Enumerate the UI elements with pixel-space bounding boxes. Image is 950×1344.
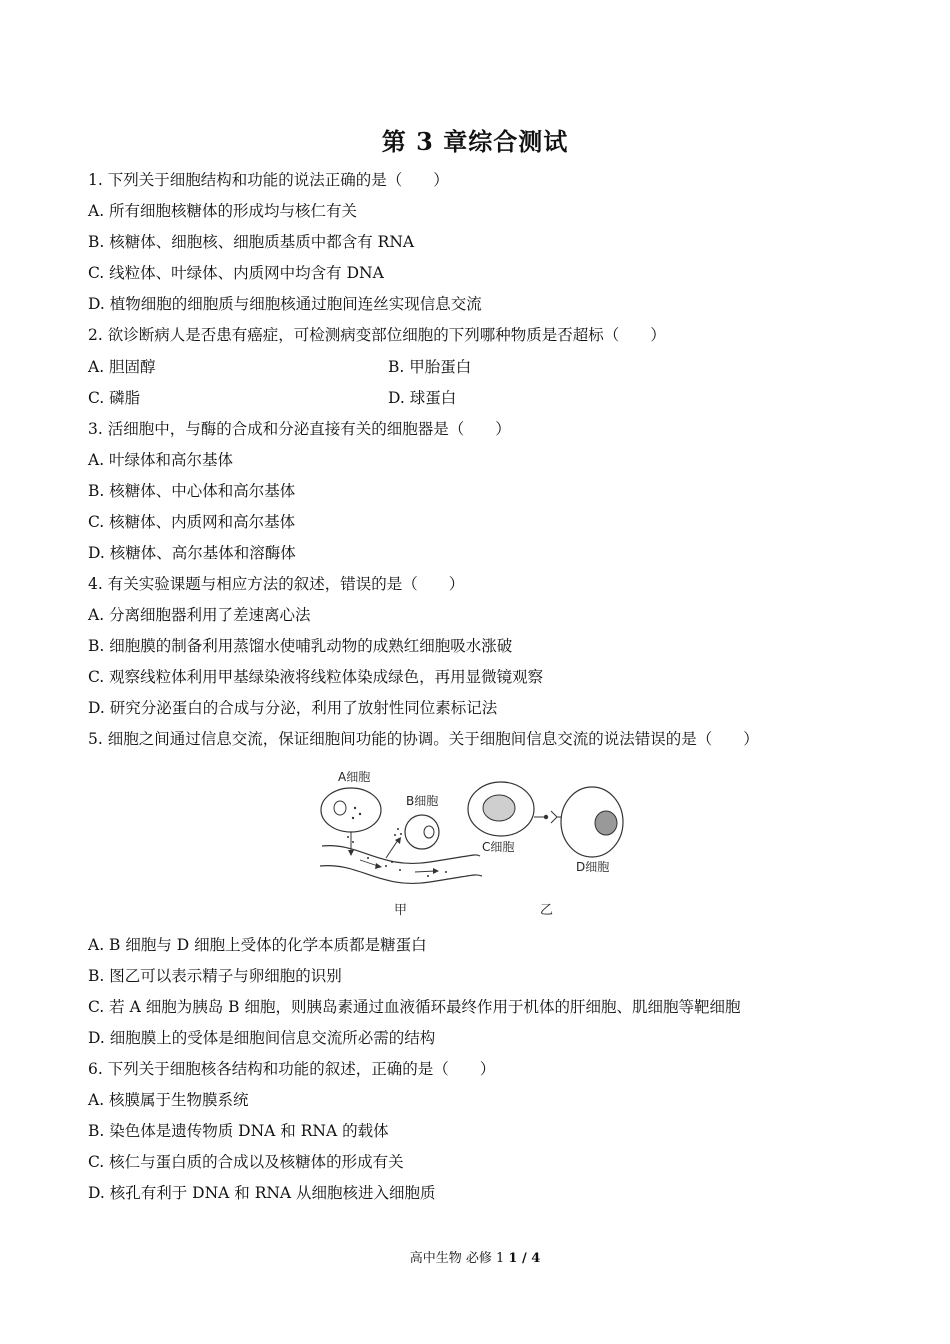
question-1-option-a: A. 所有细胞核糖体的形成均与核仁有关 [88, 202, 358, 220]
cell-a-nucleus [334, 801, 346, 815]
cell-d-label: D细胞 [576, 860, 610, 874]
question-3-stem: 3. 活细胞中，与酶的合成和分泌直接有关的细胞器是（ ） [88, 420, 511, 438]
question-2-stem: 2. 欲诊断病人是否患有癌症，可检测病变部位细胞的下列哪种物质是否超标（ ） [88, 326, 666, 344]
page-number: 1 / 4 [508, 1251, 541, 1266]
footer-text: 高中生物 必修 1 [409, 1251, 509, 1266]
question-5-option-a: A. B 细胞与 D 细胞上受体的化学本质都是糖蛋白 [88, 936, 427, 954]
blood-vessel-lower [320, 866, 482, 884]
question-1-option-c: C. 线粒体、叶绿体、内质网中均含有 DNA [88, 264, 384, 282]
receptor [551, 811, 562, 823]
question-3-option-c: C. 核糖体、内质网和高尔基体 [88, 513, 296, 531]
question-6-option-d: D. 核孔有利于 DNA 和 RNA 从细胞核进入细胞质 [88, 1184, 436, 1202]
question-4-option-c: C. 观察线粒体利用甲基绿染液将线粒体染成绿色，再用显微镜观察 [88, 668, 544, 686]
question-5-stem: 5. 细胞之间通过信息交流，保证细胞间功能的协调。关于细胞间信息交流的说法错误的是（ ） [88, 730, 759, 748]
cell-c-nucleus [483, 795, 515, 821]
figure-caption-right: 乙 [540, 903, 554, 918]
question-2-option-a: A. 胆固醇 [88, 358, 156, 376]
question-1-option-d: D. 植物细胞的细胞质与细胞核通过胞间连丝实现信息交流 [88, 295, 482, 313]
question-1-stem: 1. 下列关于细胞结构和功能的说法正确的是（ ） [88, 171, 449, 189]
cell-a-label: A细胞 [338, 770, 371, 784]
question-3-option-a: A. 叶绿体和高尔基体 [88, 451, 234, 469]
question-5-option-b: B. 图乙可以表示精子与卵细胞的识别 [88, 967, 342, 985]
page-footer [0, 1247, 950, 1266]
question-3-option-d: D. 核糖体、高尔基体和溶酶体 [88, 544, 296, 562]
question-6-stem: 6. 下列关于细胞核各结构和功能的叙述，正确的是（ ） [88, 1060, 496, 1078]
question-4-option-b: B. 细胞膜的制备利用蒸馏水使哺乳动物的成熟红细胞吸水涨破 [88, 637, 513, 655]
blood-vessel-upper [322, 846, 480, 864]
target-arrow [386, 840, 398, 858]
question-2-option-d: D. 球蛋白 [388, 389, 457, 407]
question-4-stem: 4. 有关实验课题与相应方法的叙述，错误的是（ ） [88, 575, 465, 593]
page-title: 第 3 章综合测试 [381, 127, 569, 156]
question-2-option-c: C. 磷脂 [88, 389, 141, 407]
figure-svg [300, 762, 630, 922]
question-6-option-b: B. 染色体是遗传物质 DNA 和 RNA 的载体 [88, 1122, 389, 1140]
question-6-option-c: C. 核仁与蛋白质的合成以及核糖体的形成有关 [88, 1153, 404, 1171]
cell-communication-figure [300, 762, 630, 922]
question-4-option-a: A. 分离细胞器利用了差速离心法 [88, 606, 311, 624]
question-6-option-a: A. 核膜属于生物膜系统 [88, 1091, 249, 1109]
cell-b-label: B细胞 [406, 794, 439, 808]
question-1-option-b: B. 核糖体、细胞核、细胞质基质中都含有 RNA [88, 233, 415, 251]
question-2-option-b: B. 甲胎蛋白 [388, 358, 472, 376]
question-4-option-d: D. 研究分泌蛋白的合成与分泌，利用了放射性同位素标记法 [88, 699, 498, 717]
question-5-option-c: C. 若 A 细胞为胰岛 B 细胞，则胰岛素通过血液循环最终作用于机体的肝细胞、肌细胞等靶细胞 [88, 998, 741, 1016]
question-5-option-d: D. 细胞膜上的受体是细胞间信息交流所必需的结构 [88, 1029, 436, 1047]
question-3-option-b: B. 核糖体、中心体和高尔基体 [88, 482, 296, 500]
cell-a-shape [321, 788, 381, 832]
cell-b-nucleus [424, 826, 434, 838]
figure-caption-left: 甲 [394, 903, 408, 918]
cell-d-nucleus [595, 811, 617, 835]
cell-c-label: C细胞 [482, 840, 515, 854]
